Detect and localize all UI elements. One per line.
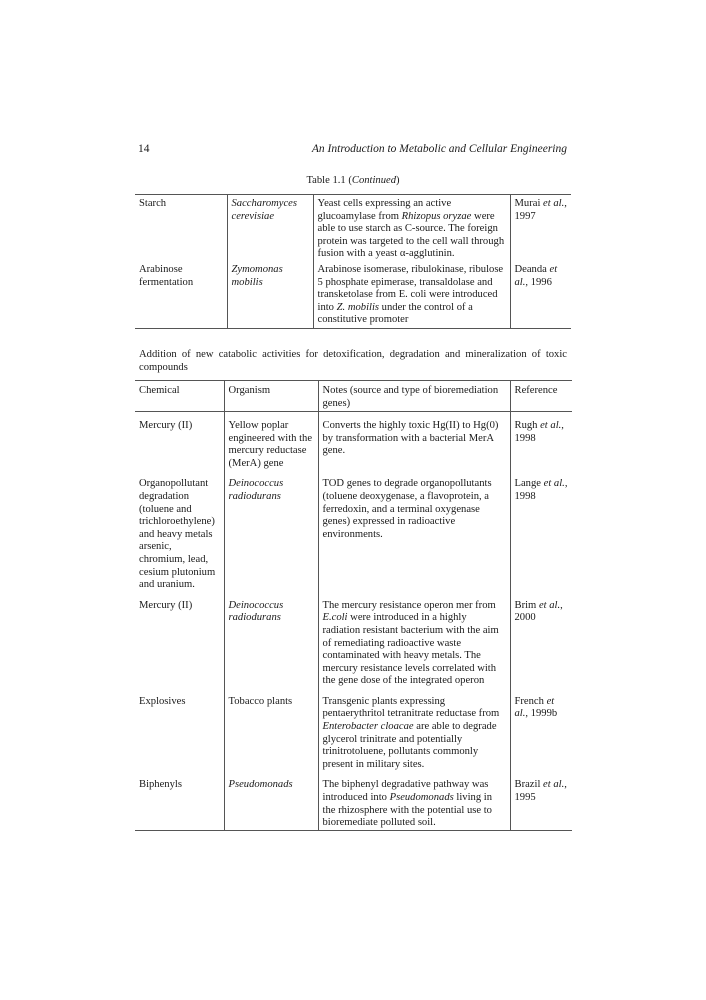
table-caption — [0, 175, 706, 188]
reference-cell: Lange et al., 1998 — [510, 470, 572, 591]
table-header-row — [135, 381, 572, 412]
table-row — [135, 688, 572, 772]
notes-cell: TOD genes to degrade organopollutants (toluene deoxygenase, a flavoprotein, a ferredoxin, and a terminal oxygenase genes) expressed in radioactive environments. — [318, 470, 510, 591]
reference-cell: Murai et al., 1997 — [510, 195, 571, 262]
product-cell: Arabinose fermentation — [139, 264, 194, 288]
column-header-chemical: Chemical — [135, 381, 224, 412]
notes-cell: The mercury resistance operon mer from E.coli were introduced in a highly radiation resistant bacterium with the aim of remediating radioactive waste contaminated with heavy metals. The mercury resistance levels correlated with the gene dose of the integrated operon — [318, 592, 510, 688]
section-heading: Addition of new catabolic activities for detoxification, degradation and mineralization of toxic compounds — [139, 349, 567, 373]
organism-cell: Yellow poplar engineered with the mercury reductase (MerA) gene — [224, 412, 318, 471]
notes-cell: The biphenyl degradative pathway was introduced into Pseudomonads living in the rhizosphere with the potential use to bioremediate polluted soil. — [318, 771, 510, 830]
chemical-cell: Mercury (II) — [139, 420, 193, 431]
column-header-reference: Reference — [510, 381, 572, 412]
reference-cell: Brazil et al., 1995 — [510, 771, 572, 830]
organism-cell: Saccharomyces cerevisiae — [227, 195, 313, 262]
table-row — [135, 261, 571, 329]
organism-cell: Deinococcus radiodurans — [224, 592, 318, 688]
table-row — [135, 412, 572, 471]
chemical-cell: Biphenyls — [139, 779, 182, 791]
table-row — [135, 470, 572, 591]
notes-cell: Converts the highly toxic Hg(II) to Hg(0) by transformation with a bacterial MerA gene. — [318, 412, 510, 471]
notes-cell: Yeast cells expressing an active glucoamylase from Rhizopus oryzae were able to use starch as C-source. The foreign protein was targeted to the cell wall through fusion with a yeast α-agglutinin. — [313, 195, 510, 262]
bioremediation-table — [135, 380, 572, 831]
notes-cell: Arabinose isomerase, ribulokinase, ribulose 5 phosphate epimerase, transaldolase and transketolase from E. coli were introduced into Z. mobilis under the control of a constitutive promoter — [313, 261, 510, 329]
reference-cell: Rugh et al., 1998 — [510, 412, 572, 471]
organism-cell: Zymomonas mobilis — [227, 261, 313, 329]
reference-cell: French et al., 1999b — [510, 688, 572, 772]
caption-suffix: ) — [396, 175, 400, 186]
organism-cell: Tobacco plants — [224, 688, 318, 772]
notes-cell: Transgenic plants expressing pentaerythritol tetranitrate reductase from Enterobacter cloacae are able to degrade glycerol trinitrate and potentially trinitrotoluene, pollutants commonly present in military sites. — [318, 688, 510, 772]
reference-cell: Deanda et al., 1996 — [510, 261, 571, 329]
reference-cell: Brim et al., 2000 — [510, 592, 572, 688]
table-row — [135, 771, 572, 830]
organism-cell: Deinococcus radiodurans — [224, 470, 318, 591]
table-row — [135, 195, 571, 262]
caption-continued: Continued — [351, 175, 397, 186]
organism-cell: Pseudomonads — [224, 771, 318, 830]
caption-prefix: Table 1.1 ( — [306, 175, 352, 186]
page-number: 14 — [138, 143, 150, 155]
column-header-organism: Organism — [224, 381, 318, 412]
product-cell: Starch — [139, 198, 167, 209]
running-header: An Introduction to Metabolic and Cellular Engineering — [311, 143, 567, 155]
column-header-notes: Notes (source and type of bioremediation genes) — [318, 381, 510, 412]
table-row — [135, 592, 572, 688]
chemical-cell: Organopollutant degradation (toluene and trichloroethylene) and heavy metals arsenic, chromium, lead, cesium plutonium and uranium. — [139, 478, 216, 591]
chemical-cell: Explosives — [139, 695, 186, 707]
chemical-cell: Mercury (II) — [139, 599, 193, 611]
table-continued — [135, 194, 571, 329]
